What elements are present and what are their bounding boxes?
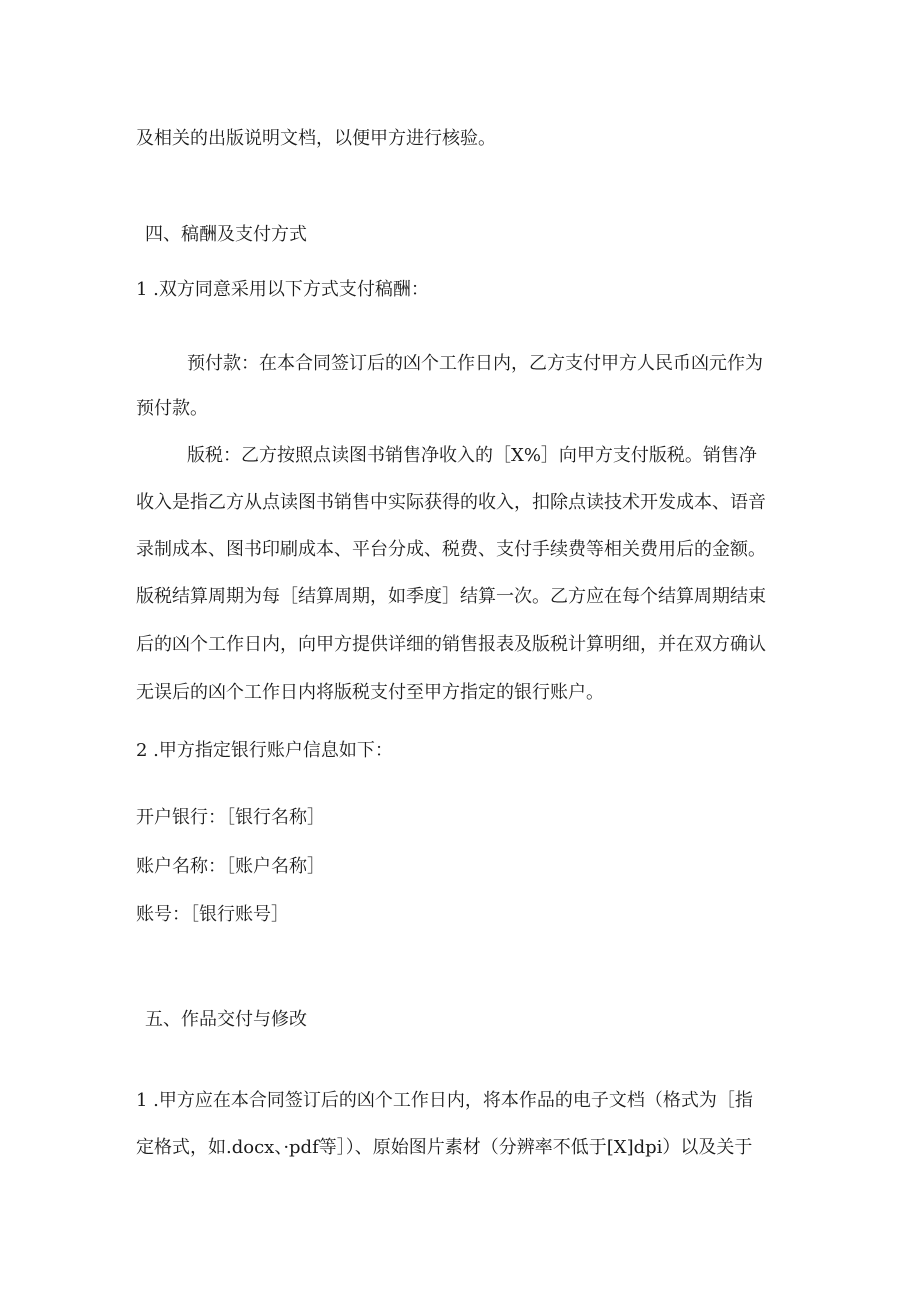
paragraph-continuation: 及相关的出版说明文档，以便甲方进行核验。 [136, 128, 496, 149]
royalty-line-5: 后的凶个工作日内，向甲方提供详细的销售报表及版税计算明细，并在双方确认 [136, 634, 766, 655]
section-5-heading: 五、作品交付与修改 [145, 1009, 307, 1030]
royalty-line-1: 版税：乙方按照点读图书销售净收入的［X%］向甲方支付版税。销售净 [187, 445, 757, 466]
royalty-line-2: 收入是指乙方从点读图书销售中实际获得的收入，扣除点读技术开发成本、语音 [136, 492, 766, 513]
bank-name: 开户银行：［银行名称］ [136, 807, 325, 828]
prepayment-line-1: 预付款：在本合同签订后的凶个工作日内，乙方支付甲方人民币凶元作为 [187, 353, 763, 374]
section-4-heading: 四、稿酬及支付方式 [145, 224, 307, 245]
royalty-line-3: 录制成本、图书印刷成本、平台分成、税费、支付手续费等相关费用后的金额。 [136, 539, 766, 560]
section-4-item-1: 1 .双方同意采用以下方式支付稿酬： [136, 279, 429, 300]
section-5-item-1-line-2: 定格式，如.docx、·pdf等］）、原始图片素材（分辨率不低于[X]dpi）以及关于 [136, 1137, 753, 1158]
account-number: 账号：［银行账号］ [136, 904, 289, 925]
section-5-item-1-line-1: 1 .甲方应在本合同签订后的凶个工作日内，将本作品的电子文档（格式为［指 [136, 1090, 753, 1111]
section-4-item-2: 2 .甲方指定银行账户信息如下： [136, 740, 393, 761]
account-name: 账户名称：［账户名称］ [136, 856, 325, 877]
prepayment-line-2: 预付款。 [136, 398, 208, 419]
royalty-line-6: 无误后的凶个工作日内将版税支付至甲方指定的银行账户。 [136, 682, 604, 703]
royalty-line-4: 版税结算周期为每［结算周期，如季度］结算一次。乙方应在每个结算周期结束 [136, 586, 766, 607]
